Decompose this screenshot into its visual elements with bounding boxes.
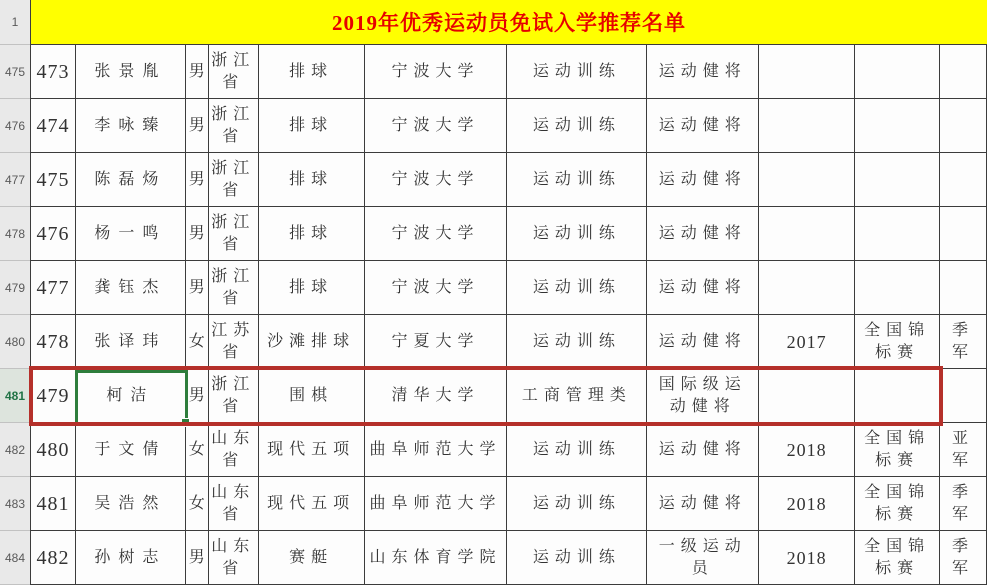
cell-serial[interactable]: 475 bbox=[31, 153, 76, 207]
cell-name[interactable]: 李咏臻 bbox=[76, 99, 186, 153]
cell-major[interactable]: 运动训练 bbox=[507, 153, 647, 207]
cell-result[interactable] bbox=[940, 261, 987, 315]
cell-name[interactable]: 杨一鸣 bbox=[76, 207, 186, 261]
cell-serial[interactable]: 479 bbox=[31, 369, 76, 423]
cell-result[interactable] bbox=[940, 99, 987, 153]
cell-competition[interactable] bbox=[855, 261, 940, 315]
cell-year[interactable] bbox=[759, 45, 855, 99]
cell-university[interactable]: 宁波大学 bbox=[365, 99, 508, 153]
cell-major[interactable]: 运动训练 bbox=[507, 207, 647, 261]
cell-result[interactable]: 季军 bbox=[940, 531, 987, 585]
cell-level[interactable]: 运动健将 bbox=[647, 477, 759, 531]
cell-year[interactable]: 2017 bbox=[759, 315, 855, 369]
row-number[interactable]: 480 bbox=[0, 315, 30, 369]
cell-province[interactable]: 山东省 bbox=[209, 477, 259, 531]
cell-level[interactable]: 国际级运动健将 bbox=[647, 369, 759, 423]
table-row bbox=[31, 477, 987, 531]
cell-gender[interactable]: 男 bbox=[186, 153, 209, 207]
cell-result[interactable]: 季军 bbox=[940, 315, 987, 369]
cell-level[interactable]: 运动健将 bbox=[647, 45, 759, 99]
row-number[interactable]: 477 bbox=[0, 153, 30, 207]
table-row bbox=[31, 207, 987, 261]
cell-name[interactable]: 张译玮 bbox=[76, 315, 186, 369]
cell-competition[interactable] bbox=[855, 369, 940, 423]
cell-result[interactable]: 季军 bbox=[940, 477, 987, 531]
cell-major[interactable]: 运动训练 bbox=[507, 99, 647, 153]
cell-competition[interactable] bbox=[855, 99, 940, 153]
cell-level[interactable]: 运动健将 bbox=[647, 207, 759, 261]
data-grid bbox=[31, 45, 987, 585]
cell-gender[interactable]: 女 bbox=[186, 477, 209, 531]
cell-serial[interactable]: 481 bbox=[31, 477, 76, 531]
cell-name[interactable]: 龚钰杰 bbox=[76, 261, 186, 315]
cell-serial[interactable]: 478 bbox=[31, 315, 76, 369]
cell-major[interactable]: 工商管理类 bbox=[507, 369, 647, 423]
cell-year[interactable]: 2018 bbox=[759, 423, 855, 477]
cell-competition[interactable]: 全国锦标赛 bbox=[855, 315, 940, 369]
cell-level[interactable]: 运动健将 bbox=[647, 153, 759, 207]
cell-year[interactable]: 2018 bbox=[759, 531, 855, 585]
cell-province[interactable]: 浙江省 bbox=[209, 153, 259, 207]
cell-competition[interactable]: 全国锦标赛 bbox=[855, 423, 940, 477]
row-number[interactable]: 482 bbox=[0, 423, 30, 477]
cell-level[interactable]: 运动健将 bbox=[647, 423, 759, 477]
cell-university[interactable]: 清华大学 bbox=[365, 369, 508, 423]
cell-gender[interactable]: 男 bbox=[186, 261, 209, 315]
cell-year[interactable] bbox=[759, 207, 855, 261]
cell-major[interactable]: 运动训练 bbox=[507, 477, 647, 531]
cell-year[interactable] bbox=[759, 99, 855, 153]
cell-year[interactable] bbox=[759, 153, 855, 207]
cell-university[interactable]: 曲阜师范大学 bbox=[365, 423, 508, 477]
cell-serial[interactable]: 482 bbox=[31, 531, 76, 585]
table-row bbox=[31, 45, 987, 99]
cell-gender[interactable]: 女 bbox=[186, 423, 209, 477]
cell-university[interactable]: 宁波大学 bbox=[365, 45, 508, 99]
cell-serial[interactable]: 480 bbox=[31, 423, 76, 477]
cell-province[interactable]: 浙江省 bbox=[209, 261, 259, 315]
cell-competition[interactable] bbox=[855, 153, 940, 207]
fill-handle[interactable] bbox=[181, 418, 190, 427]
cell-name[interactable]: 张景胤 bbox=[76, 45, 186, 99]
table-row bbox=[31, 369, 987, 423]
cell-result[interactable] bbox=[940, 153, 987, 207]
cell-name[interactable]: 陈磊炀 bbox=[76, 153, 186, 207]
page-title: 2019年优秀运动员免试入学推荐名单 bbox=[332, 11, 686, 35]
cell-province[interactable]: 浙江省 bbox=[209, 99, 259, 153]
row-number-gutter bbox=[0, 0, 30, 585]
cell-gender[interactable]: 男 bbox=[186, 99, 209, 153]
cell-major[interactable]: 运动训练 bbox=[507, 261, 647, 315]
cell-sport[interactable]: 沙滩排球 bbox=[259, 315, 365, 369]
cell-result[interactable] bbox=[940, 369, 987, 423]
cell-sport[interactable]: 排球 bbox=[259, 153, 365, 207]
table-row bbox=[31, 99, 987, 153]
cell-year[interactable] bbox=[759, 369, 855, 423]
cell-province[interactable]: 浙江省 bbox=[209, 207, 259, 261]
table-row bbox=[31, 261, 987, 315]
row-number-header[interactable]: 1 bbox=[0, 0, 30, 45]
row-number[interactable]: 476 bbox=[0, 99, 30, 153]
cell-university[interactable]: 宁波大学 bbox=[365, 153, 508, 207]
table-row bbox=[31, 423, 987, 477]
title-row-cell[interactable] bbox=[31, 0, 987, 45]
cell-university[interactable]: 曲阜师范大学 bbox=[365, 477, 508, 531]
cell-university[interactable]: 宁夏大学 bbox=[365, 315, 508, 369]
cell-province[interactable]: 江苏省 bbox=[209, 315, 259, 369]
table-row bbox=[31, 153, 987, 207]
cell-name[interactable]: 于文倩 bbox=[76, 423, 186, 477]
row-number[interactable]: 479 bbox=[0, 261, 30, 315]
cell-province[interactable]: 山东省 bbox=[209, 423, 259, 477]
cell-competition[interactable]: 全国锦标赛 bbox=[855, 531, 940, 585]
cell-gender[interactable]: 男 bbox=[186, 369, 209, 423]
cell-gender[interactable]: 男 bbox=[186, 531, 209, 585]
cell-name[interactable]: 吴浩然 bbox=[76, 477, 186, 531]
cell-name[interactable]: 柯洁 bbox=[76, 369, 186, 423]
row-number[interactable]: 481 bbox=[0, 369, 30, 423]
cell-name[interactable]: 孙树志 bbox=[76, 531, 186, 585]
cell-sport[interactable]: 现代五项 bbox=[259, 423, 365, 477]
cell-result[interactable] bbox=[940, 207, 987, 261]
cell-year[interactable]: 2018 bbox=[759, 477, 855, 531]
cell-province[interactable]: 浙江省 bbox=[209, 45, 259, 99]
cell-level[interactable]: 一级运动员 bbox=[647, 531, 759, 585]
cell-competition[interactable] bbox=[855, 207, 940, 261]
cell-university[interactable]: 宁波大学 bbox=[365, 207, 508, 261]
row-number[interactable]: 484 bbox=[0, 531, 30, 585]
row-number[interactable]: 475 bbox=[0, 45, 30, 99]
cell-competition[interactable]: 全国锦标赛 bbox=[855, 477, 940, 531]
cell-serial[interactable]: 476 bbox=[31, 207, 76, 261]
cell-serial[interactable]: 473 bbox=[31, 45, 76, 99]
cell-major[interactable]: 运动训练 bbox=[507, 423, 647, 477]
table-row bbox=[31, 315, 987, 369]
row-number[interactable]: 483 bbox=[0, 477, 30, 531]
cell-major[interactable]: 运动训练 bbox=[507, 315, 647, 369]
cell-major[interactable]: 运动训练 bbox=[507, 45, 647, 99]
cell-sport[interactable]: 排球 bbox=[259, 207, 365, 261]
cell-serial[interactable]: 474 bbox=[31, 99, 76, 153]
cell-gender[interactable]: 男 bbox=[186, 45, 209, 99]
sheet-area bbox=[30, 0, 987, 585]
cell-competition[interactable] bbox=[855, 45, 940, 99]
cell-result[interactable]: 亚军 bbox=[940, 423, 987, 477]
cell-serial[interactable]: 477 bbox=[31, 261, 76, 315]
cell-level[interactable]: 运动健将 bbox=[647, 315, 759, 369]
cell-gender[interactable]: 女 bbox=[186, 315, 209, 369]
cell-sport[interactable]: 围棋 bbox=[259, 369, 365, 423]
cell-sport[interactable]: 现代五项 bbox=[259, 477, 365, 531]
table-row bbox=[31, 531, 987, 585]
cell-province[interactable]: 浙江省 bbox=[209, 369, 259, 423]
row-number[interactable]: 478 bbox=[0, 207, 30, 261]
cell-level[interactable]: 运动健将 bbox=[647, 261, 759, 315]
cell-year[interactable] bbox=[759, 261, 855, 315]
cell-province[interactable]: 山东省 bbox=[209, 531, 259, 585]
cell-university[interactable]: 山东体育学院 bbox=[365, 531, 508, 585]
cell-sport[interactable]: 排球 bbox=[259, 261, 365, 315]
cell-level[interactable]: 运动健将 bbox=[647, 99, 759, 153]
cell-gender[interactable]: 男 bbox=[186, 207, 209, 261]
cell-sport[interactable]: 赛艇 bbox=[259, 531, 365, 585]
cell-major[interactable]: 运动训练 bbox=[507, 531, 647, 585]
cell-sport[interactable]: 排球 bbox=[259, 45, 365, 99]
cell-university[interactable]: 宁波大学 bbox=[365, 261, 508, 315]
cell-sport[interactable]: 排球 bbox=[259, 99, 365, 153]
cell-result[interactable] bbox=[940, 45, 987, 99]
